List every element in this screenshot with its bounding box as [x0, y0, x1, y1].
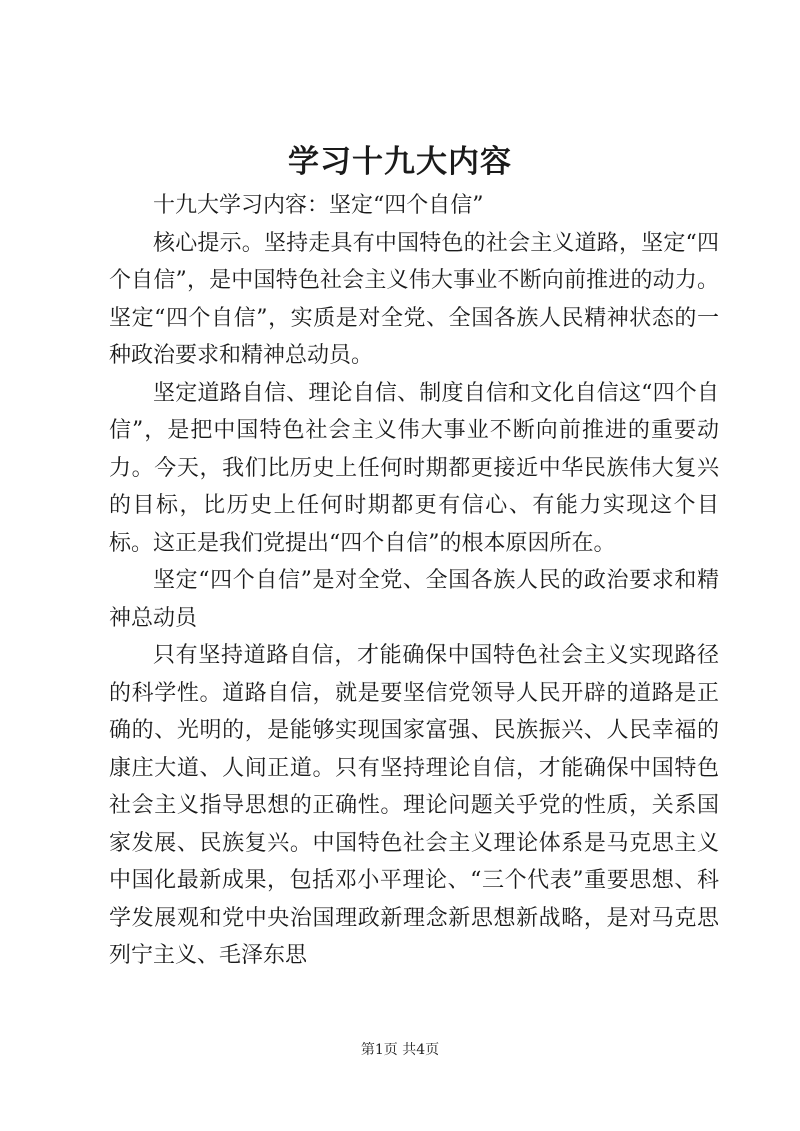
- paragraph-subtitle: 十九大学习内容：坚定“四个自信”: [153, 193, 484, 218]
- page-number: 第1页 共4页: [360, 1042, 440, 1058]
- paragraph-road-confidence: 只有坚持道路自信，才能确保中国特色社会主义实现路径的科学性。道路自信，就是要坚信党领导人民开辟的道路是正确的、光明的，是能够实现国家富强、民族振兴、人民幸福的康庄大道、人间正道。只有坚持理论自信，才能确保中国特色社会主义指导思想的正确性。理论问题关乎党的性质，关系国家发展、民族复兴。中国特色社会主义理论体系是马克思主义中国化最新成果，包括邓小平理论、“三个代表”重要思想、科学发展观和党中央治国理政新理念新思想新战略，是对马克思列宁主义、毛泽东思: [109, 643, 719, 968]
- paragraph-core-hint: 核心提示。坚持走具有中国特色的社会主义道路，坚定“四个自信”，是中国特色社会主义伟大事业不断向前推进的动力。坚定“四个自信”，实质是对全党、全国各族人民精神状态的一种政治要求和精神总动员。: [109, 230, 719, 368]
- paragraph-heading: 坚定“四个自信”是对全党、全国各族人民的政治要求和精神总动员: [109, 568, 719, 631]
- paragraph-four-confidences: 坚定道路自信、理论自信、制度自信和文化自信这“四个自信”，是把中国特色社会主义伟大事业不断向前推进的重要动力。今天，我们比历史上任何时期都更接近中华民族伟大复兴的目标，比历史上任何时期都更有信心、有能力实现这个目标。这正是我们党提出“四个自信”的根本原因所在。: [109, 380, 719, 556]
- document-body: [109, 187, 719, 975]
- document-title: 学习十九大内容: [288, 144, 512, 180]
